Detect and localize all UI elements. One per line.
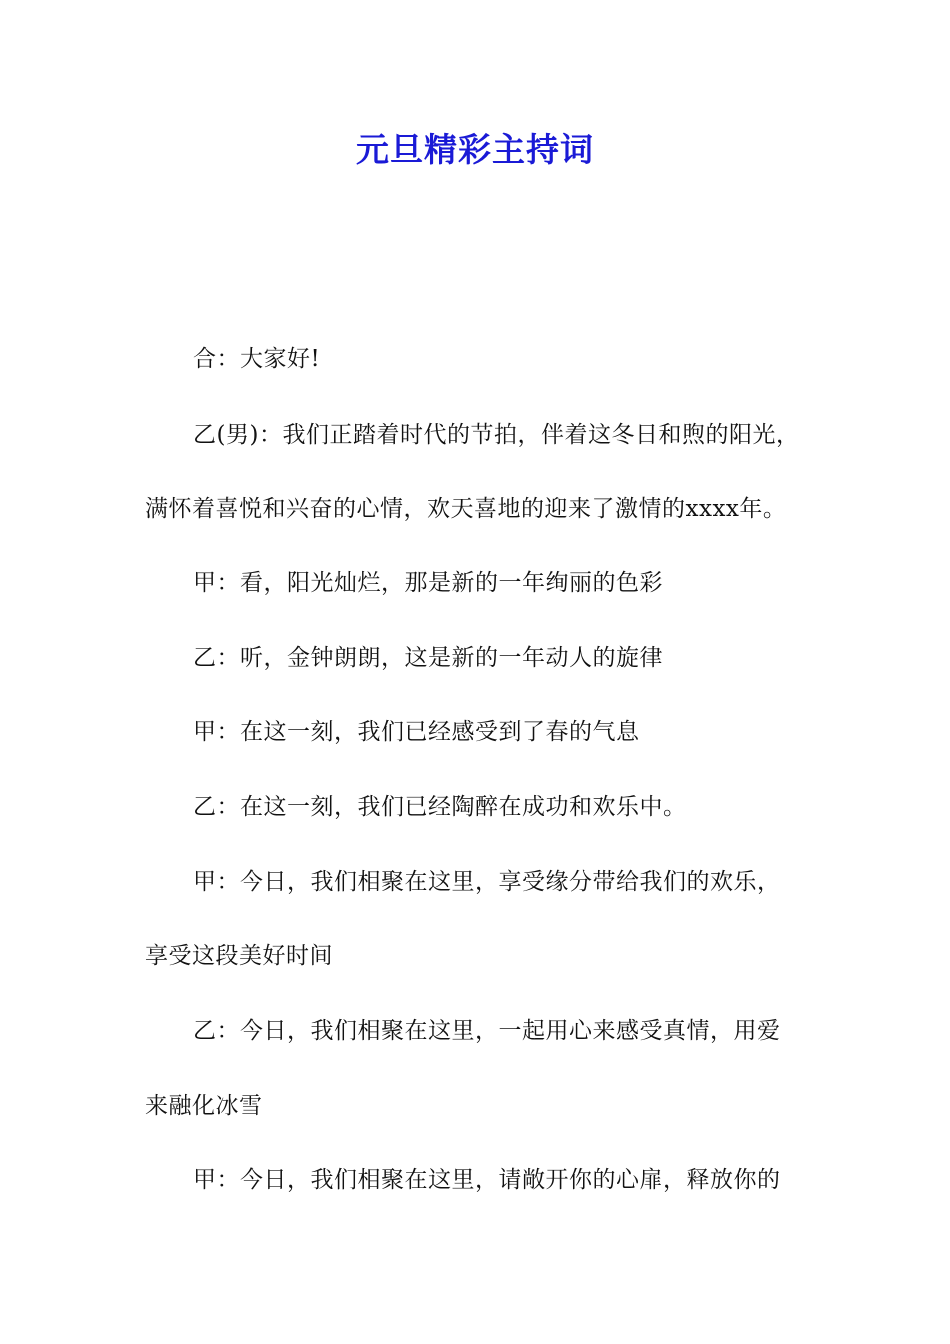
document-title: 元旦精彩主持词	[356, 130, 594, 169]
paragraph-line: 享受这段美好时间	[145, 943, 333, 969]
paragraph-line: 来融化冰雪	[145, 1093, 263, 1119]
paragraph-line: 乙：听，金钟朗朗，这是新的一年动人的旋律	[193, 645, 663, 671]
paragraph-line: 甲：今日，我们相聚在这里，请敞开你的心扉，释放你的	[193, 1167, 781, 1193]
paragraph-line: 乙：在这一刻，我们已经陶醉在成功和欢乐中。	[193, 794, 687, 820]
paragraph-line: 乙：今日，我们相聚在这里，一起用心来感受真情，用爱	[193, 1018, 781, 1044]
paragraph-line: 甲：看，阳光灿烂，那是新的一年绚丽的色彩	[193, 570, 663, 596]
paragraph-line: 合：大家好!	[193, 346, 321, 372]
paragraph-line: 乙(男)：我们正踏着时代的节拍，伴着这冬日和煦的阳光，	[193, 422, 800, 448]
paragraph-line: 满怀着喜悦和兴奋的心情，欢天喜地的迎来了激情的xxxx年。	[145, 496, 787, 522]
paragraph-line: 甲：在这一刻，我们已经感受到了春的气息	[193, 719, 640, 745]
paragraph-line: 甲：今日，我们相聚在这里，享受缘分带给我们的欢乐，	[193, 869, 781, 895]
